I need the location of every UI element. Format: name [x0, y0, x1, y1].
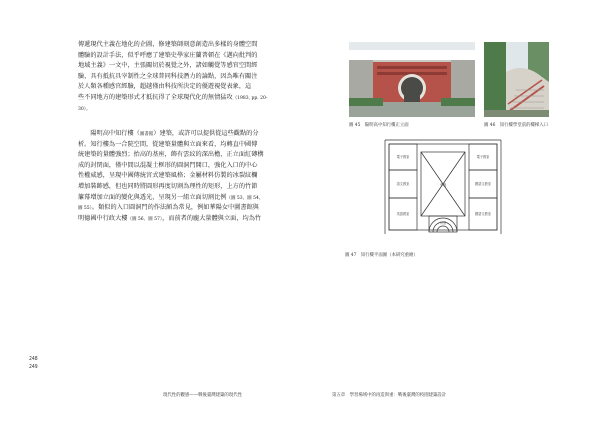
text-line: 驗，具有抵抗具宰制性之全球普同科技潛力的論點，因為唯有關注: [78, 72, 258, 80]
plan-label: 中庭: [439, 183, 447, 187]
text-line: 地域主義》一文中，主張關切於視覺之外，諸如觸覺等感官空間經: [78, 62, 258, 70]
text-segment: 。類似的入口圓洞門的作法頗為常見，例如華陽女中圖書館與: [91, 204, 259, 212]
figure-reference: （圖 53、圖 54、: [226, 195, 264, 201]
figure-45-caption: 圖 45 陽明高中知行樓正立面: [349, 123, 409, 128]
text-segment: 些不同地方的建築形式才抵抗得了全球現代化的無情猛攻: [78, 93, 233, 101]
plan-label: 電子教室: [476, 155, 490, 159]
stair-illustration: [484, 42, 549, 117]
plan-label: 英語教室: [396, 212, 410, 216]
text-segment: 陽明高中知行樓（: [90, 130, 140, 137]
paragraph-2: [78, 129, 264, 224]
photo-building-facade: [349, 42, 475, 117]
text-line: 增加裝飾感，但也同時將圓形再度切割為理性的矩形，上方的竹節: [78, 182, 258, 190]
text-line: 體驗的設計手法，似乎呼應了建築史學家庄蘭普頓在《邁向批判的: [78, 51, 258, 59]
text-line: 統建築的量體強烈；抬高的基座，飾有雲紋的深出檐，正立面紅磚構: [78, 151, 264, 159]
text-line: [78, 93, 268, 104]
running-footer: 現代性的觀感——戰後臺灣建築的現代性: [162, 393, 242, 398]
figure-reference: 圖 55）: [78, 206, 92, 212]
figure-47-caption: 圖 47 知行樓平面圖（本研究重繪）: [345, 253, 418, 258]
plan-label: 電子教室: [396, 155, 410, 159]
photo-stair-entrance: [484, 42, 549, 117]
text-line: 於人類各種感官經驗，超越僅由科技所決定的優遊視覺表象，這: [78, 83, 252, 91]
text-segment: 簾幕增加立面的變化與透光，呈現另一組立面切割比例: [78, 193, 227, 201]
text-segment: 明德國中行政大樓: [78, 214, 128, 222]
figure-reference: （圖 56、圖 57）: [127, 216, 163, 222]
text-line: [78, 214, 262, 225]
figure-46-caption: 圖 46 知行樓學堂前的樓梯入口: [484, 123, 549, 128]
plan-label: 語文教室: [396, 182, 410, 186]
running-footer: 第五章 學習場域中的再造與重：戰後臺灣的校園建築設計: [332, 393, 447, 398]
citation-end: 30）。: [78, 106, 91, 112]
text-segment: ）建築，或許可以提供從這些觀點的分: [153, 130, 259, 137]
floor-plan-drawing: [349, 140, 537, 244]
text-segment: ，而前者的龐大量體與立面，均為竹: [162, 214, 262, 222]
facade-illustration: [349, 42, 475, 117]
text-line: [78, 203, 259, 214]
plan-label: 川堂: [439, 221, 447, 225]
page-number: 249: [29, 365, 38, 370]
text-line: 性權威感，呈現中國傳統宮式建築風格；金屬材料仿製的冰裂紋欄: [78, 172, 258, 180]
page-number: 248: [29, 357, 38, 362]
right-page: [300, 0, 600, 426]
citation: （1983, pp. 20-: [232, 95, 268, 101]
figure-reference: 圖書館: [139, 132, 154, 137]
paragraph-1: [78, 40, 268, 114]
text-line: 成的封閉面，僅中間以混凝土框形的圓洞門開口，強化入口的中心: [78, 161, 258, 169]
text-line: [78, 104, 256, 115]
plan-label: 國語文教室: [475, 182, 491, 186]
text-line: [78, 193, 264, 204]
text-line: 傳遞現代主義在地化的企圖，修建築師刻意創造出多樣的身體空間: [78, 41, 258, 48]
text-line: [78, 129, 259, 140]
text-line: 析。知行樓為一合院空間，從建築量體與立面來看，均轉直中國傳: [78, 140, 258, 148]
plan-label: 國語文教室: [475, 212, 491, 216]
